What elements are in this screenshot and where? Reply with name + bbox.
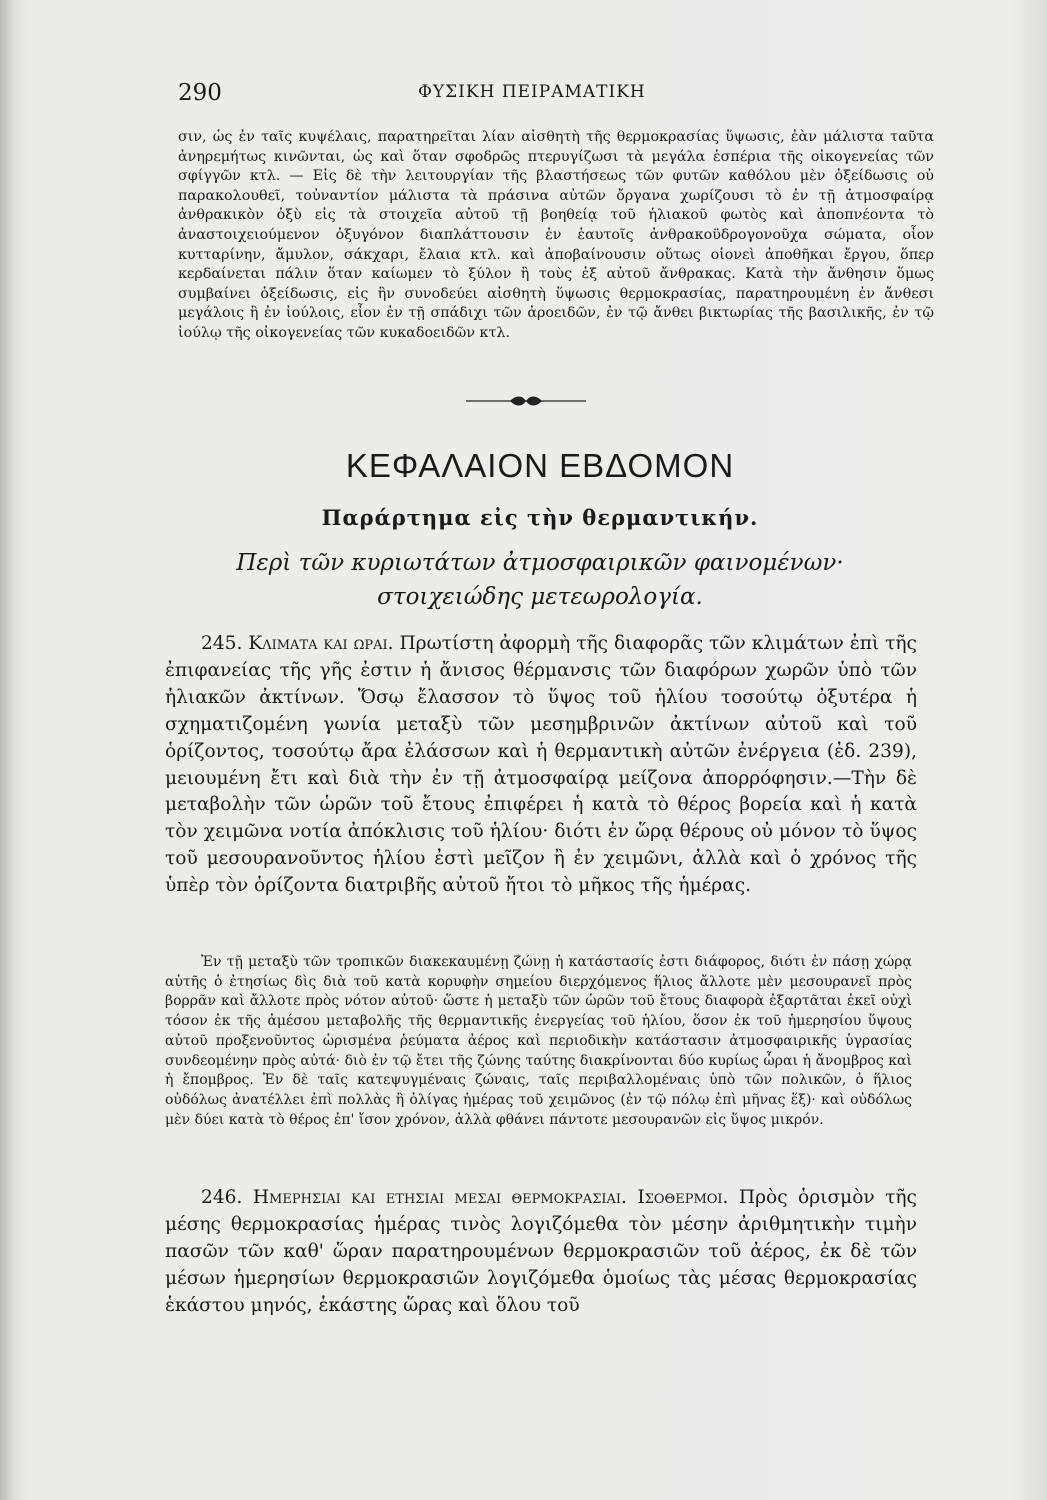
chapter-heading: ΚΕΦΑΛΑΙΟΝ ΕΒΔΟΜΟΝ [345,447,735,484]
section-245-heading: Κλιματα και ωραι. [248,633,394,654]
section-245-number: 245. [201,633,243,654]
subtitle-line-2: στοιχειώδης μετεωρολογία. [377,584,703,610]
section-245-text: Πρωτίστη ἀφορμὴ τῆς διαφορᾶς τῶν κλιμάτων ἐπὶ τῆς ἐπιφανείας τῆς γῆς ἐστιν ἡ ἄνισος θέρμανσις τῶν διαφόρων χωρῶν ὑπὸ τῶν ἡλιακῶν ἀκτίνων. Ὅσῳ ἔλασσον τὸ ὕψος τοῦ ἡλίου τοσούτῳ ὀξυτέρα ἡ σχηματιζομένη γωνία μεταξὺ τῶν μεσημβρινῶν ἀκτίνων αὐτοῦ καὶ τοῦ ὁρίζοντος, τοσούτῳ ἄρα ἐλάσσων καὶ ἡ θερμαντικὴ αὐτῶν ἐνέργεια (ἐδ. 239), μειουμένη ἔτι καὶ διὰ τὴν ἐν τῇ ἀτμοσφαίρᾳ μείζονα ἀπορρόφησιν.—Τὴν δὲ μεταβολὴν τῶν ὡρῶν τοῦ ἔτους ἐπιφέρει ἡ κατὰ τὸ θέρος βορεία καὶ ἡ κατὰ τὸν χειμῶνα νοτία ἀπόκλισις τοῦ ἡλίου· διότι ἐν ὥρᾳ θέρους οὐ μόνον τὸ ὕψος τοῦ μεσουρανοῦντος ἡλίου ἐστὶ μεῖζον ἢ ἐν χειμῶνι, ἀλλὰ καὶ ὁ χρόνος τῆς ὑπὲρ τὸν ὁρίζοντα διατριβῆς αὐτοῦ ἤτοι τὸ μῆκος τῆς ἡμέρας. [165,633,917,897]
section-246 [165,1185,917,1320]
section-246-text: Πρὸς ὁρισμὸν τῆς μέσης θερμοκρασίας ἡμέρας τινὸς λογιζόμεθα τὸν μέσην ἀριθμητικὴν τιμὴν πασῶν τῶν καθ' ὥραν παρατηρουμένων θερμοκρασιῶν τοῦ ἀέρος, ἐκ δὲ τῶν μέσων ἡμερησίων θερμοκρασιῶν λογιζόμεθα ὁμοίως τὰς μέσας θερμοκρασίας ἑκάστου μηνός, ἑκάστης ὥρας καὶ ὅλου τοῦ [165,1187,917,1316]
section-245 [165,631,917,900]
section-246-heading: Ημερησιαι και ετησιαι μεσαι θερμοκρασιαι. Ισοθερμοι. [252,1187,729,1208]
note-text: Ἐν τῇ μεταξὺ τῶν τροπικῶν διακεκαυμένῃ ζώνῃ ἡ κατάστασίς ἐστι διάφορος, διότι ἐν πάσῃ χώρᾳ αὐτῆς ὁ ἐτησίως δὶς διὰ τοῦ κατὰ κορυφὴν σημείου διερχόμενος ἥλιος ἄλλοτε μὲν μεσουρανεῖ πρὸς βορρᾶν καὶ ἄλλοτε πρὸς νότον αὐτοῦ· ὥστε ἡ μεταξὺ τῶν ὡρῶν τοῦ ἔτους διαφορὰ ἐξαρτᾶται ἐκεῖ οὐχὶ τόσον ἐκ τῆς ἀμέσου μεταβολῆς τῆς θερμαντικῆς ἐνεργείας τοῦ ἡλίου, ὅσον ἐκ τοῦ ἡμερησίου ὕψους αὐτοῦ προξενοῦντος ὡρισμένα ῥεύματα ἀέρος καὶ περιοδικὴν κατάστασιν ἀτμοσφαιρικῆς ὑγρασίας συνδεομένην πρὸς αὐτά· διὸ ἐν τῷ ἔτει τῆς ζώνης ταύτης διακρίνονται δύο κυρίως ὧραι ἡ ἄνομβρος καὶ ἡ ἔπομβρος. Ἐν δὲ ταῖς κατεψυγμέναις ζώναις, ταῖς περιβαλλομέναις ὑπὸ τῶν πολικῶν, ὁ ἥλιος οὐδόλως ἀνατέλλει ἐπὶ πολλὰς ἢ ὀλίγας ἡμέρας τοῦ χειμῶνος (ἐν τῷ πόλῳ ἐπὶ μῆνας ἕξ)· καὶ οὐδόλως μὲν δύει κατὰ τὸ θέρος ἐπ' ἴσον χρόνον, ἀλλὰ φθάνει πάντοτε μεσουρανῶν εἰς ὕψος μικρόν. [165,954,912,1128]
running-title: ΦΥΣΙΚΗ ΠΕΙΡΑΜΑΤΙΚΗ [418,82,646,102]
chapter-subtitle [180,546,900,614]
continuation-paragraph: σιν, ὡς ἐν ταῖς κυψέλαις, παρατηρεῖται λίαν αἰσθητὴ τῆς θερμοκρασίας ὕψωσις, ἐὰν μάλιστα ταῦτα ἀνηρεμήτως κινῶνται, ὡς καὶ ὅταν σφοδρῶς πτερυγίζωσι τὰ μεγάλα ἑσπέρια τῆς οἰκογενείας τῶν σφίγγῶν κτλ. — Εἰς δὲ τὴν λειτουργίαν τῆς βλαστήσεως τῶν φυτῶν καθόλου μὲν ὀξείδωσις οὐ παρακολουθεῖ, τοὐναντίον μάλιστα τὰ πράσινα αὐτῶν ὄργανα χωρίζουσι τὸ ἐν τῇ ἀτμοσφαίρᾳ ἀνθρακικὸν ὀξὺ εἰς τὰ στοιχεῖα αὐτοῦ τῇ βοηθείᾳ τοῦ ἡλιακοῦ φωτὸς καὶ ἀποπνέοντα τὸ ἀναστοιχειούμενον ὀξυγόνον διαπλάττουσιν ἐν ἑαυτοῖς ἀνθρακοϋδρογονοῦχα σώματα, οἷον κυτταρίνην, ἄμυλον, σάκχαρι, ἔλαια κτλ. καὶ ἀποβαίνουσιν οὕτως οἱονεὶ ἀποθῆκαι ἔργου, ὅπερ κερδαίνεται πάλιν ὅταν καίωμεν τὸ ξύλον ἢ τοὺς ἐξ αὐτοῦ ἄνθρακας. Κατὰ τὴν ἄνθησιν ὅμως συμβαίνει ὀξείδωσις, εἰς ἣν συνοδεύει αἰσθητὴ ὕψωσις θερμοκρασίας, παρατηρουμένη ἐν ἄνθεσι μεγάλοις ἢ ἐν ἰούλοις, εἶον ἐν τῇ σπάδιχι τῶν ἀροειδῶν, ἐν τῷ ἄνθει βικτωρίας τῆς βασιλικῆς, ἐν τῷ ἰούλῳ τῆς οἰκογενείας τῶν κυκαδοειδῶν κτλ. [178,129,934,341]
appendix-heading: Παράρτημα εἰς τὴν θερμαντικήν. [321,505,759,530]
section-246-number: 246. [201,1187,243,1208]
page-header [178,80,908,108]
page-number: 290 [178,80,222,106]
section-245-note [165,953,912,1130]
ornament-divider-icon [466,394,586,408]
page-binding-shadow [0,0,14,1500]
subtitle-line-1: Περὶ τῶν κυριωτάτων ἀτμοσφαιρικῶν φαινομένων· [236,550,844,576]
